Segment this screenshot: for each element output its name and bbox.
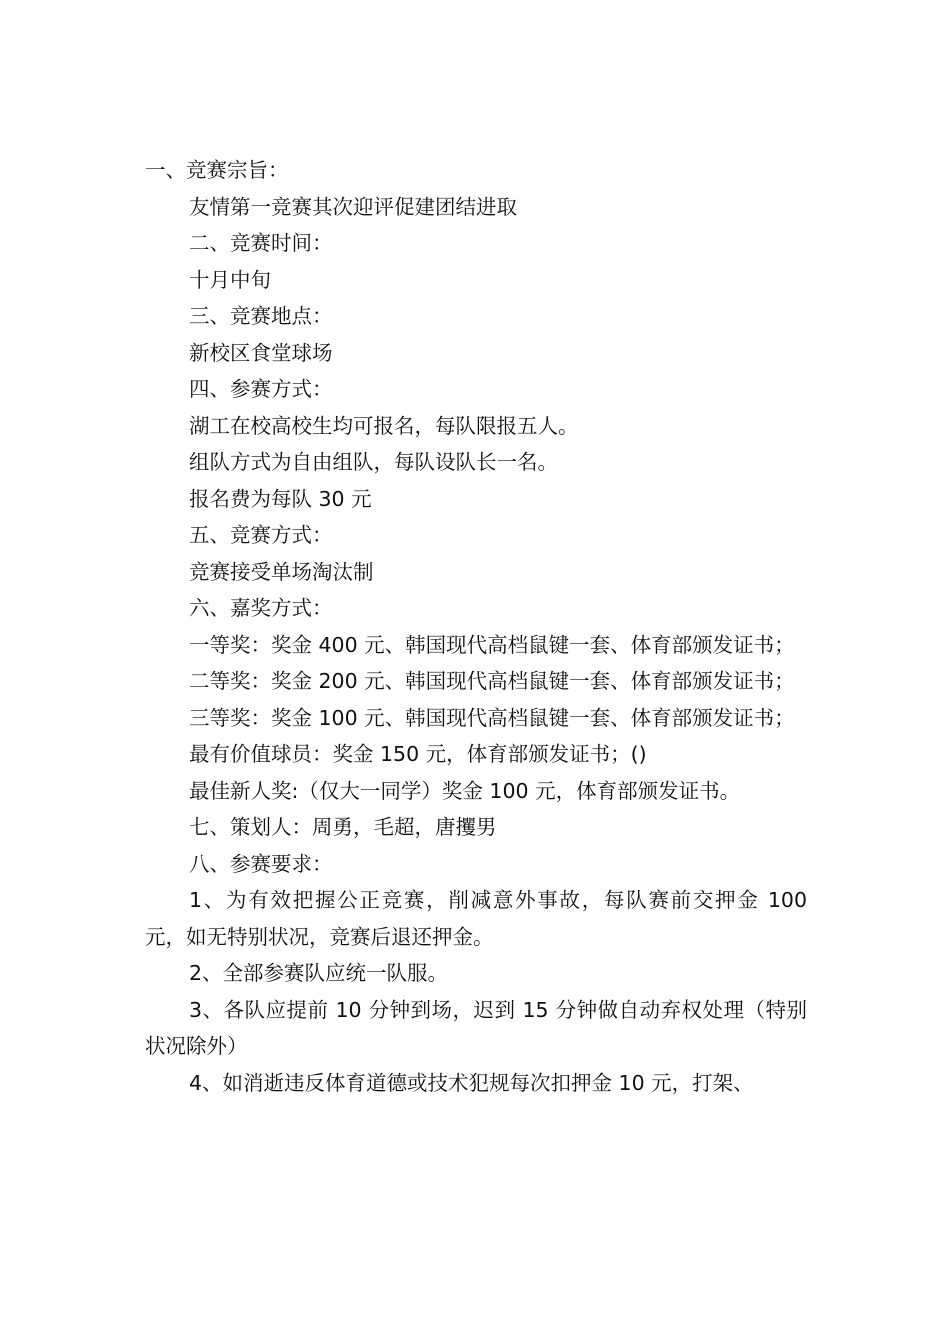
paragraph-requirement-1: 1、为有效把握公正竞赛，削减意外事故，每队赛前交押金 100 元，如无特别状况，竞赛后退还押金。 [145, 888, 807, 949]
section-heading-format: 五、竞赛方式： [189, 523, 333, 547]
paragraph-third-prize: 三等奖：奖金 100 元、韩国现代高档鼠键一套、体育部颁发证书； [189, 705, 795, 730]
section-heading-awards: 六、嘉奖方式： [189, 596, 333, 620]
paragraph-mvp: 最有价值球员：奖金 150 元，体育部颁发证书；() [189, 742, 647, 766]
paragraph-first-prize: 一等奖：奖金 400 元、韩国现代高档鼠键一套、体育部颁发证书； [189, 632, 795, 657]
section-heading-requirements: 八、参赛要求： [189, 851, 333, 876]
paragraph-requirement-3: 3、各队应提前 10 分钟到场，迟到 15 分钟做自动弃权处理（特别状况除外） [145, 997, 807, 1058]
section-heading-location: 三、竞赛地点： [189, 304, 333, 328]
paragraph-second-prize: 二等奖：奖金 200 元、韩国现代高档鼠键一套、体育部颁发证书； [189, 669, 795, 693]
paragraph-format: 竞赛接受单场淘汰制 [189, 559, 374, 584]
paragraph-time: 十月中旬 [189, 267, 271, 292]
paragraph-requirement-4: 4、如消逝违反体育道德或技术犯规每次扣押金 10 元，打架、 [189, 1070, 754, 1095]
paragraph-purpose: 友情第一竞赛其次迎评促建团结进取 [189, 194, 517, 219]
paragraph-team-formation: 组队方式为自由组队，每队设队长一名。 [189, 450, 558, 474]
section-heading-purpose: 一、竞赛宗旨： [145, 158, 289, 182]
paragraph-rookie-award: 最佳新人奖:（仅大一同学）奖金 100 元，体育部颁发证书。 [189, 778, 741, 803]
paragraph-eligibility: 湖工在校高校生均可报名，每队限报五人。 [189, 413, 579, 438]
paragraph-registration-fee: 报名费为每队 30 元 [189, 486, 372, 511]
section-heading-planners: 七、策划人：周勇，毛超，唐攫男 [189, 815, 497, 839]
section-heading-time: 二、竞赛时间： [189, 231, 333, 255]
paragraph-requirement-2: 2、全部参赛队应统一队服。 [189, 961, 449, 985]
section-heading-participation: 四、参赛方式： [189, 377, 333, 401]
paragraph-location: 新校区食堂球场 [189, 340, 333, 365]
document-body [145, 152, 807, 1101]
